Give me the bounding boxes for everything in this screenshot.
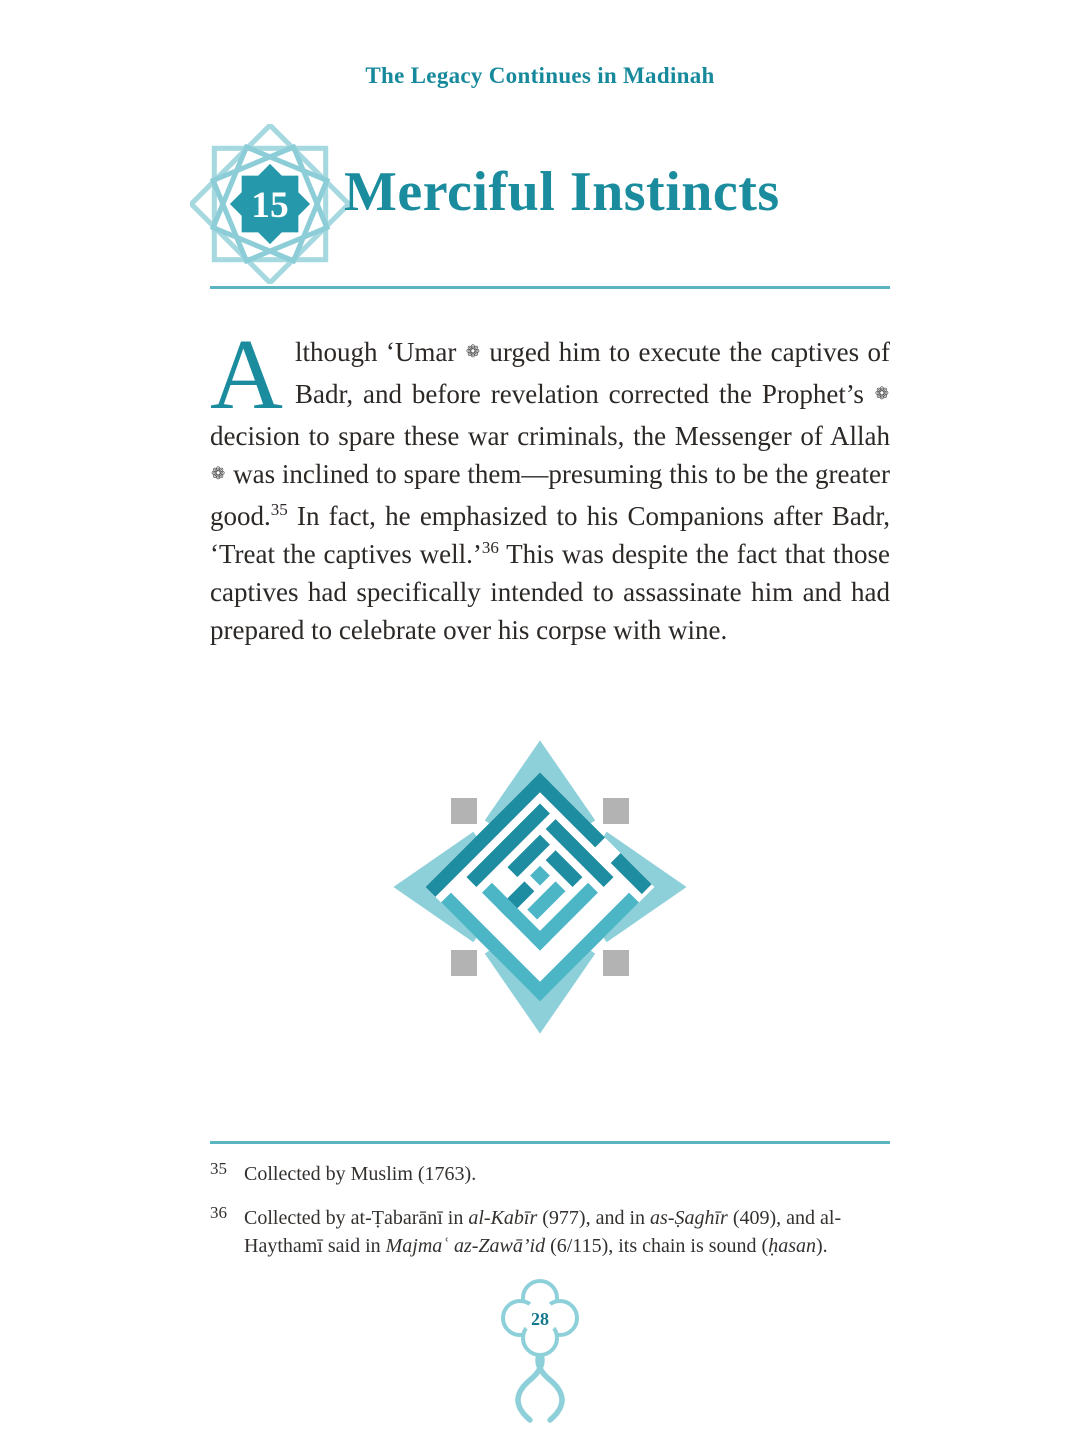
- paragraph-text: lthough ‘Umar: [294, 337, 465, 367]
- page-number-ornament: [478, 1272, 602, 1432]
- paragraph-text: was inclined to spare them—presuming this to be the greater good.: [210, 459, 890, 531]
- footnote-ref-35: 35: [270, 500, 288, 519]
- quatrefoil-knot-icon: [478, 1272, 602, 1432]
- paragraph-text: decision to spare these war criminals, the Messenger of Allah: [210, 421, 890, 451]
- honorific-calligraphy-icon: ❁: [211, 464, 226, 484]
- honorific-calligraphy-icon: ❁: [465, 342, 480, 362]
- honorific-calligraphy-icon: ❁: [874, 384, 889, 404]
- kufic-calligraphy-ornament: [375, 722, 705, 1052]
- eight-point-star-icon: [190, 124, 350, 284]
- kufic-medallion-icon: [375, 722, 705, 1052]
- paragraph-text: urged him to execute the captives of Badr, and before revelation corrected the Prophet’s: [294, 337, 890, 409]
- drop-cap: A: [210, 318, 283, 430]
- footnote-marker: 36: [210, 1203, 227, 1222]
- body-paragraph: [210, 318, 890, 649]
- footnote-text: Collected by Muslim (1763).: [244, 1163, 477, 1185]
- footnote-ref-36: 36: [481, 538, 499, 557]
- running-header: The Legacy Continues in Madinah: [365, 63, 715, 88]
- chapter-title: Merciful Instincts: [344, 161, 780, 223]
- paragraph-text: This was despite the fact that those captives had specifically intended to assassinate him and had prepared to celebrate over his corpse with wine.: [210, 539, 890, 645]
- chapter-number-badge: [190, 124, 350, 284]
- page-number: 28: [531, 1309, 549, 1329]
- footnote-35: [210, 1160, 890, 1188]
- title-divider-rule: [210, 286, 890, 289]
- paragraph-text: In fact, he emphasized to his Companions after Badr, ‘Treat the captives well.’: [210, 501, 890, 569]
- footnote-36: [210, 1204, 890, 1260]
- footnote-text: Collected by at-Ṭabarānī in al-Kabīr (977), and in as-Ṣaghīr (409), and al-Haythamī said in Majmaʿ az-Zawā’id (6/115), its chain is sound (ḥasan).: [244, 1207, 842, 1257]
- footnotes-section: [210, 1141, 890, 1260]
- footnote-divider-rule: [210, 1141, 890, 1144]
- footnote-marker: 35: [210, 1159, 227, 1178]
- chapter-number: 15: [251, 185, 289, 227]
